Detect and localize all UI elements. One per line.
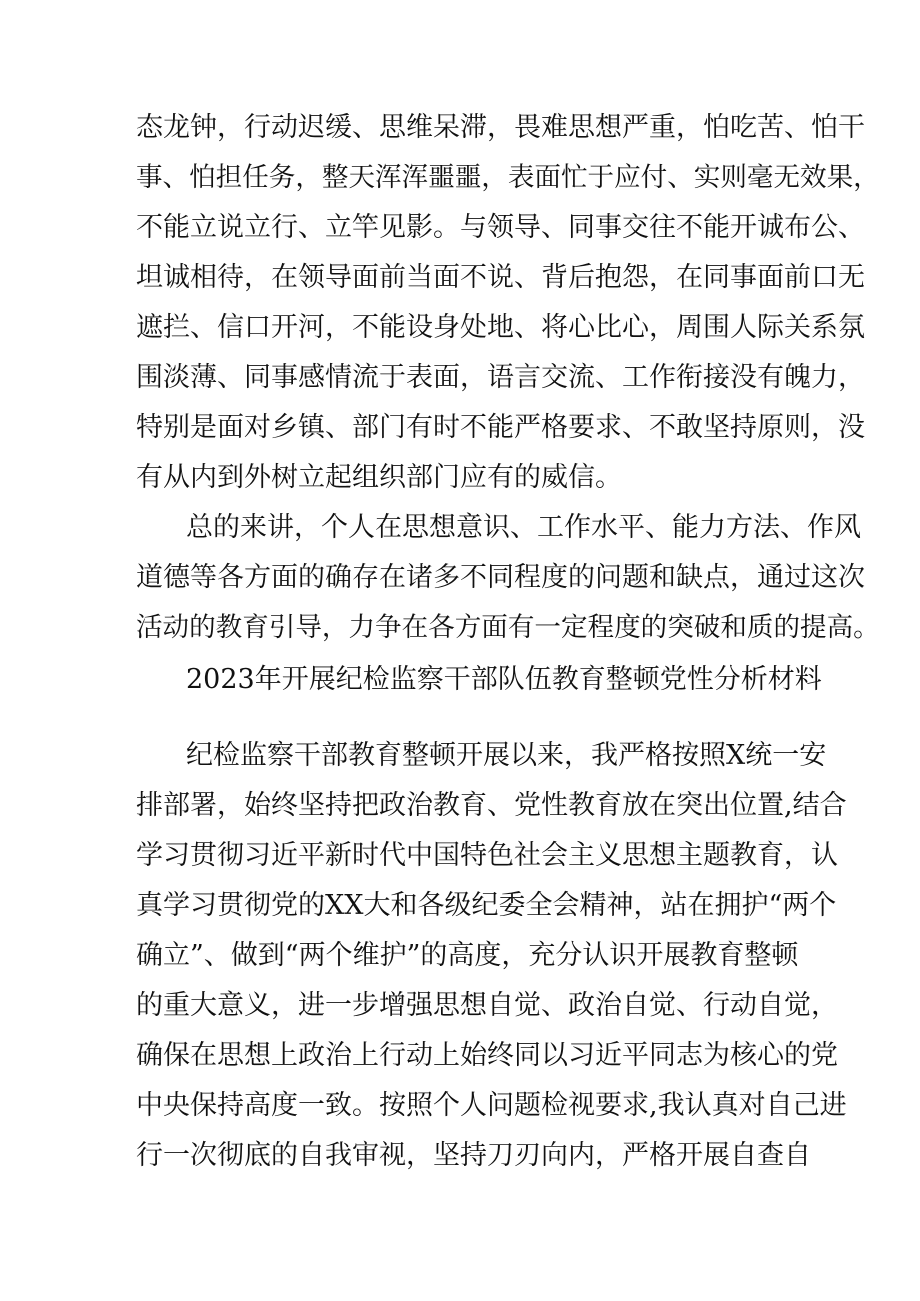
paragraph-line: 道德等各方面的确存在诸多不同程度的问题和缺点，通过这次 [136,562,865,593]
paragraph-line: 遮拦、信口开河，不能设身处地、将心比心，周围人际关系氛 [136,312,865,343]
paragraph-line: 排部署，始终坚持把政治教育、党性教育放在突出位置,结合 [136,790,847,821]
paragraph-line: 事、怕担任务，整天浑浑噩噩，表面忙于应付、实则毫无效果， [136,162,880,193]
paragraph-line: 态龙钟，行动迟缓、思维呆滞，畏难思想严重，怕吃苦、怕干 [136,112,865,143]
paragraph-line: 总的来讲，个人在思想意识、工作水平、能力方法、作风 [186,512,861,543]
paragraph-line: 坦诚相待，在领导面前当面不说、背后抱怨，在同事面前口无 [136,262,865,293]
paragraph-line: 的重大意义，进一步增强思想自觉、政治自觉、行动自觉， [136,990,838,1021]
paragraph-line: 特别是面对乡镇、部门有时不能严格要求、不敢坚持原则，没 [136,412,865,443]
paragraph-line: 活动的教育引导，力争在各方面有一定程度的突破和质的提高。 [136,612,880,643]
paragraph-line: 学习贯彻习近平新时代中国特色社会主义思想主题教育，认 [136,840,838,871]
paragraph-line: 围淡薄、同事感情流于表面，语言交流、工作衔接没有魄力， [136,362,865,393]
paragraph-line: 确保在思想上政治上行动上始终同以习近平同志为核心的党 [136,1040,838,1071]
paragraph-line: 行一次彻底的自我审视，坚持刀刃向内，严格开展自查自 [136,1140,811,1171]
paragraph-line: 纪检监察干部教育整顿开展以来，我严格按照X统一安 [186,740,827,771]
paragraph-line: 确立”、做到“两个维护”的高度，充分认识开展教育整顿 [136,940,799,971]
paragraph-line: 有从内到外树立起组织部门应有的威信。 [136,462,622,493]
paragraph-line: 中央保持高度一致。按照个人问题检视要求,我认真对自己进 [136,1090,847,1121]
document-title: 2023年开展纪检监察干部队伍教育整顿党性分析材料 [186,664,822,695]
paragraph-line: 真学习贯彻党的XX大和各级纪委全会精神，站在拥护“两个 [136,890,837,921]
paragraph-line: 不能立说立行、立竿见影。与领导、同事交往不能开诚布公、 [136,212,865,243]
